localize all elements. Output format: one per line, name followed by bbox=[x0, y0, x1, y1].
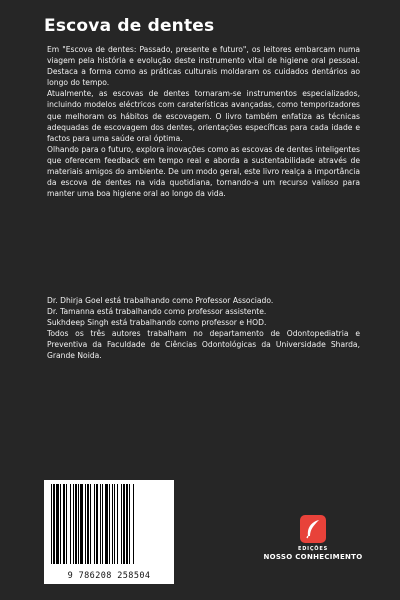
author-affiliation: Todos os três autores trabalham no departamento de Odontopediatria e Preventiva da Faculdade de Ciências Odontológicas da Universidade Sharda, Grande Noida. bbox=[47, 329, 360, 361]
barcode-bar bbox=[100, 484, 101, 564]
description-block bbox=[47, 44, 360, 199]
barcode-bar bbox=[53, 484, 55, 564]
barcode-bar bbox=[80, 484, 83, 564]
barcode-bar bbox=[96, 484, 98, 564]
barcode-bar bbox=[63, 484, 65, 564]
isbn-digits: 9 786208 258504 bbox=[67, 571, 151, 581]
barcode-bar bbox=[60, 484, 61, 564]
barcode-bar bbox=[123, 484, 125, 564]
barcode-bar bbox=[102, 484, 103, 564]
barcode-bar bbox=[66, 484, 67, 564]
barcode-bar bbox=[129, 484, 130, 564]
barcode-bar bbox=[121, 484, 122, 564]
barcode-bar bbox=[105, 484, 108, 564]
barcode-bar bbox=[75, 484, 77, 564]
barcode-bar bbox=[78, 484, 79, 564]
authors-block bbox=[47, 295, 360, 362]
isbn-barcode bbox=[44, 480, 174, 584]
barcode-bar bbox=[117, 484, 118, 564]
author-line: Dr. Tamanna está trabalhando como professor assistente. bbox=[47, 307, 267, 317]
description-paragraph: Atualmente, as escovas de dentes tornaram-se instrumentos especializados, incluindo modelos eléctricos com caraterísticas avançadas, como temporizadores que melhoram os hábitos de escovagem. O livro também enfatiza as técnicas adequadas de escovagem dos dentes, orientações específicas para cada idade e factos para uma saúde oral óptima. bbox=[47, 89, 360, 143]
publisher-logo bbox=[258, 515, 368, 561]
author-line: Dr. Dhirja Goel está trabalhando como Professor Associado. bbox=[47, 296, 274, 305]
book-title: Escova de dentes bbox=[44, 16, 215, 36]
barcode-bar bbox=[126, 484, 128, 564]
barcode-bar bbox=[70, 484, 71, 564]
publisher-line-1: EDIÇÕES bbox=[298, 546, 328, 552]
description-paragraph: Em "Escova de dentes: Passado, presente e futuro", os leitores embarcam numa viagem pela história e evolução deste instrumento vital de higiene oral pessoal. Destaca a forma como as práticas culturais moldaram os cuidados dentários ao longo do tempo. bbox=[47, 45, 360, 88]
publisher-line-2: NOSSO CONHECIMENTO bbox=[263, 553, 363, 561]
barcode-bar bbox=[51, 484, 52, 564]
barcode-bar bbox=[85, 484, 86, 564]
barcode-bar bbox=[112, 484, 113, 564]
barcode-bar bbox=[109, 484, 110, 564]
barcode-bar bbox=[94, 484, 95, 564]
barcode-bar bbox=[73, 484, 74, 564]
barcode-bars bbox=[50, 484, 168, 564]
feather-quill-icon bbox=[300, 515, 326, 543]
barcode-bar bbox=[114, 484, 115, 564]
barcode-bar bbox=[90, 484, 91, 564]
barcode-bar bbox=[56, 484, 59, 564]
barcode-bar bbox=[87, 484, 89, 564]
barcode-bar bbox=[133, 484, 134, 564]
description-paragraph: Olhando para o futuro, explora inovações como as escovas de dentes inteligentes que oferecem feedback em tempo real e aborda a sustentabilidade através de materiais amigos do ambiente. De um modo geral, este livro realça a importância da escova de dentes na vida quotidiana, tornando-a um recurso valioso para manter uma boa higiene oral ao longo da vida. bbox=[47, 144, 360, 199]
author-line: Sukhdeep Singh está trabalhando como professor e HOD. bbox=[47, 318, 267, 328]
